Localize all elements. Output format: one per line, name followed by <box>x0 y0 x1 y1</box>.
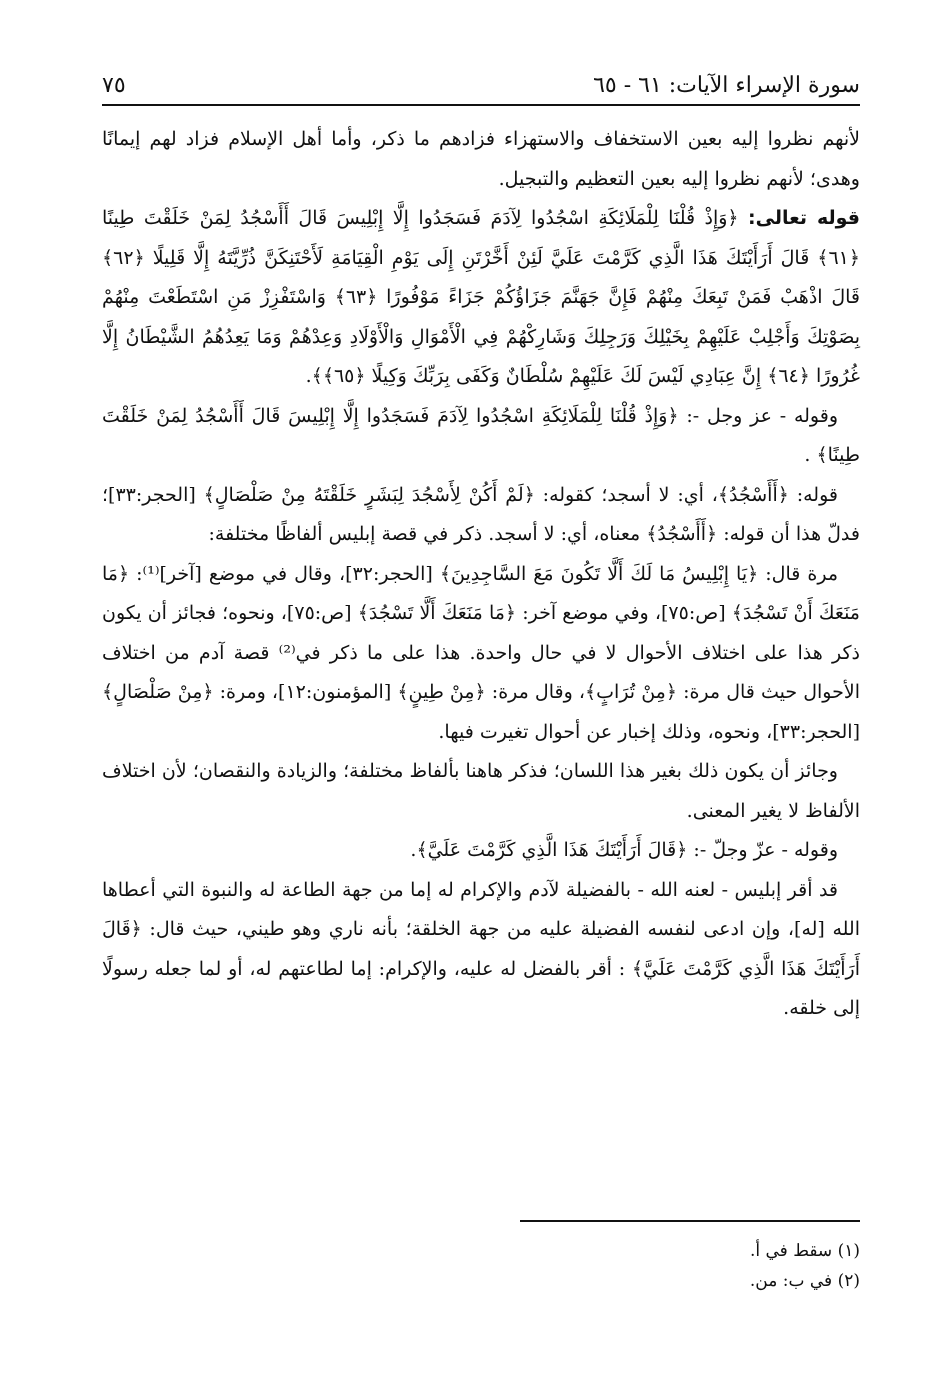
body-text <box>102 120 860 1029</box>
header-rule <box>102 104 860 106</box>
paragraph-7: وقوله - عزّ وجلّ -: ﴿قَالَ أَرَأَيْتَكَ هَذَا الَّذِي كَرَّمْتَ عَلَيَّ﴾. <box>410 839 838 861</box>
paragraph-8: قد أقر إبليس - لعنه الله - بالفضيلة لآدم والإكرام له إما من جهة الطاعة له والنبوة التي أعطاها الله [له]، وإن ادعى لنفسه الفضيلة عليه من جهة الخلقة؛ بأنه ناري وهو طيني، حيث قال: ﴿قَالَ أَرَأَيْتَكَ هَذَا الَّذِي كَرَّمْتَ عَلَيَّ﴾ : أقر بالفضل له عليه، والإكرام: إما لطاعتهم له، أو لما جعله رسولًا إلى خلقه. <box>102 878 860 1019</box>
chapter-title: سورة الإسراء الآيات: ٦١ - ٦٥ <box>593 73 860 98</box>
verse-paragraph <box>102 199 860 397</box>
page-number: ٧٥ <box>102 73 126 98</box>
footnote-2: (٢) في ب: من. <box>749 1271 860 1291</box>
verse-lead: قوله تعالى: <box>748 207 860 229</box>
paragraph-3: وقوله - عز وجل -: ﴿وَإِذْ قُلْنَا لِلْمَلَائِكَةِ اسْجُدُوا لِآدَمَ فَسَجَدُوا إِلَّا إِبْلِيسَ قَالَ أَأَسْجُدُ لِمَنْ خَلَقْتَ طِينًا﴾ . <box>102 404 860 466</box>
footnote-1: (١) سقط في أ. <box>749 1241 860 1261</box>
footnotes <box>102 1236 860 1296</box>
running-head <box>102 58 860 98</box>
paragraph-1: لأنهم نظروا إليه بعين الاستخفاف والاستهزاء فزادهم ما ذكر، وأما أهل الإسلام فزاد لهم إيمانًا وهدى؛ لأنهم نظروا إليه بعين التعظيم والتبجيل. <box>102 128 860 190</box>
paragraph-4: قوله: ﴿أَأَسْجُدُ﴾، أي: لا أسجد؛ كقوله: ﴿لَمْ أَكُنْ لِأَسْجُدَ لِبَشَرٍ خَلَقْتَهُ مِنْ صَلْصَالٍ﴾ [الحجر:٣٣]؛ فدلّ هذا أن قوله: ﴿أَأَسْجُدُ﴾ معناه، أي: لا أسجد. ذكر في قصة إبليس ألفاظًا مختلفة: <box>102 483 860 545</box>
paragraph-6: وجائز أن يكون ذلك بغير هذا اللسان؛ فذكر هاهنا بألفاظ مختلفة؛ والزيادة والنقصان؛ لأن اختلاف الألفاظ لا يغير المعنى. <box>102 760 860 822</box>
verse-text: ﴿وَإِذْ قُلْنَا لِلْمَلَائِكَةِ اسْجُدُوا لِآدَمَ فَسَجَدُوا إِلَّا إِبْلِيسَ قَالَ أَأَسْجُدُ لِمَنْ خَلَقْتَ طِينًا ﴿٦١﴾ قَالَ أَرَأَيْتَكَ هَذَا الَّذِي كَرَّمْتَ عَلَيَّ لَئِنْ أَخَّرْتَنِ إِلَى يَوْمِ الْقِيَامَةِ لَأَحْتَنِكَنَّ ذُرِّيَّتَهُ إِلَّا قَلِيلًا ﴿٦٢﴾ قَالَ اذْهَبْ فَمَنْ تَبِعَكَ مِنْهُمْ فَإِنَّ جَهَنَّمَ جَزَاؤُكُمْ جَزَاءً مَوْفُورًا ﴿٦٣﴾ وَاسْتَفْزِزْ مَنِ اسْتَطَعْتَ مِنْهُمْ بِصَوْتِكَ وَأَجْلِبْ عَلَيْهِمْ بِخَيْلِكَ وَرَجِلِكَ وَشَارِكْهُمْ فِي الْأَمْوَالِ وَالْأَوْلَادِ وَعِدْهُمْ وَمَا يَعِدُهُمُ الشَّيْطَانُ إِلَّا غُرُورًا ﴿٦٤﴾ إِنَّ عِبَادِي لَيْسَ لَكَ عَلَيْهِمْ سُلْطَانٌ وَكَفَى بِرَبِّكَ وَكِيلًا ﴿٦٥﴾﴾. <box>102 207 860 387</box>
paragraph-5: مرة قال: ﴿يَا إِبْلِيسُ مَا لَكَ أَلَّا تَكُونَ مَعَ السَّاجِدِينَ﴾ [الحجر:٣٢]، وقال في موضع [آخر]⁽¹⁾: ﴿مَا مَنَعَكَ أَنْ تَسْجُدَ﴾ [ص:٧٥]، وفي موضع آخر: ﴿مَا مَنَعَكَ أَلَّا تَسْجُدَ﴾ [ص:٧٥]، ونحوه؛ فجائز أن يكون ذكر هذا على اختلاف الأحوال لا في حال واحدة. هذا على ما ذكر في⁽²⁾ قصة آدم من اختلاف الأحوال حيث قال مرة: ﴿مِنْ تُرَابٍ﴾، وقال مرة: ﴿مِنْ طِينٍ﴾ [المؤمنون:١٢]، ومرة: ﴿مِنْ صَلْصَالٍ﴾ [الحجر:٣٣]، ونحوه، وذلك إخبار عن أحوال تغيرت فيها. <box>102 562 860 743</box>
footnote-rule <box>520 1220 860 1222</box>
